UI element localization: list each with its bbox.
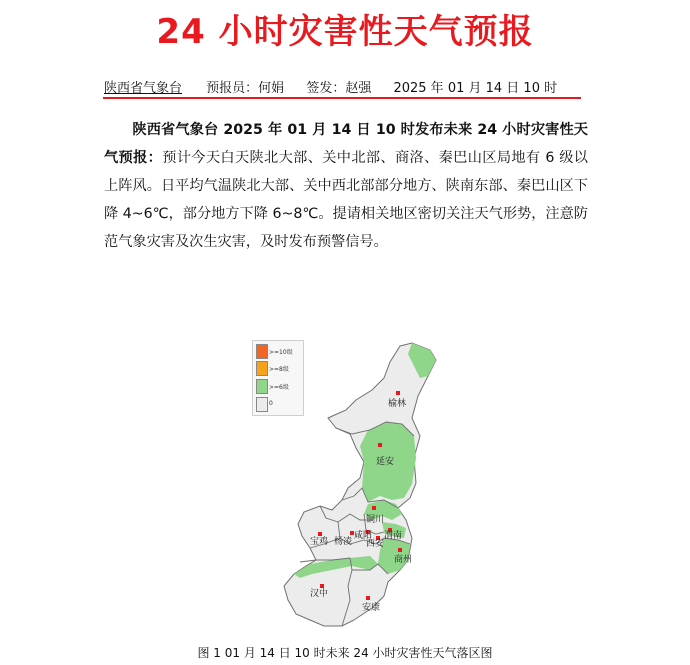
city-label-ankang: 安康 [362,603,381,613]
issue-datetime: 2025 年 01 月 14 日 10 时 [393,81,558,96]
city-label-yanan: 延安 [376,457,395,467]
city-marker-yulin [396,391,400,395]
issuer: 签发：赵强 [306,81,372,96]
legend-swatch [256,379,268,394]
legend-swatch [256,397,268,412]
city-marker-baoji [318,532,322,536]
issue-info [104,77,575,96]
city-label-yulin: 榆林 [388,399,407,409]
city-marker-yanan [378,443,382,447]
legend-label: >=8级 [269,366,289,373]
city-label-tongchuan: 铜川 [366,515,385,525]
city-label-yangling: 杨凌 [334,537,353,547]
city-label-hanzhong: 汉中 [310,589,329,599]
legend-swatch [256,361,268,376]
legend-label: 0 [269,400,273,407]
issuing-organization: 陕西省气象台 [104,81,183,96]
province-outline [284,343,436,626]
city-marker-hanzhong [320,584,324,588]
city-label-xian: 西安 [366,539,385,549]
city-label-baoji: 宝鸡 [310,537,329,547]
legend-swatch [256,344,268,359]
city-marker-tongchuan [372,506,376,510]
city-label-xianyang: 咸阳 [354,531,373,541]
figure-caption: 图 1 01 月 14 日 10 时未来 24 小时灾害性天气落区图 [197,646,493,660]
page-title: 24 小时灾害性天气预报 [156,12,534,52]
city-label-shangluo: 商州 [394,555,413,565]
forecaster: 预报员：何娟 [206,81,285,96]
forecast-lead: 陕西省气象台 2025 年 01 月 14 日 10 时发布未来 24 小时灾害性天气预报： [104,122,588,166]
shaanxi-forecast-map [280,338,460,638]
city-marker-shangluo [398,548,402,552]
legend-label: >=6级 [269,384,289,391]
forecast-paragraph [104,116,588,256]
legend-label: >=10级 [269,349,293,356]
forecast-text: 预计今天白天陕北大部、关中北部、商洛、秦巴山区局地有 6 级以上阵风。日平均气温陕北大部、关中西北部部分地方、陕南东部、秦巴山区下降 4~6℃，部分地方下降 6~8℃。提请相关地区密切关注天气形势，注意防范气象灾害及次生灾害，及时发布预警信号。 [104,150,588,250]
city-label-weinan: 渭南 [384,531,403,541]
city-marker-ankang [366,596,370,600]
header-divider [103,97,581,99]
